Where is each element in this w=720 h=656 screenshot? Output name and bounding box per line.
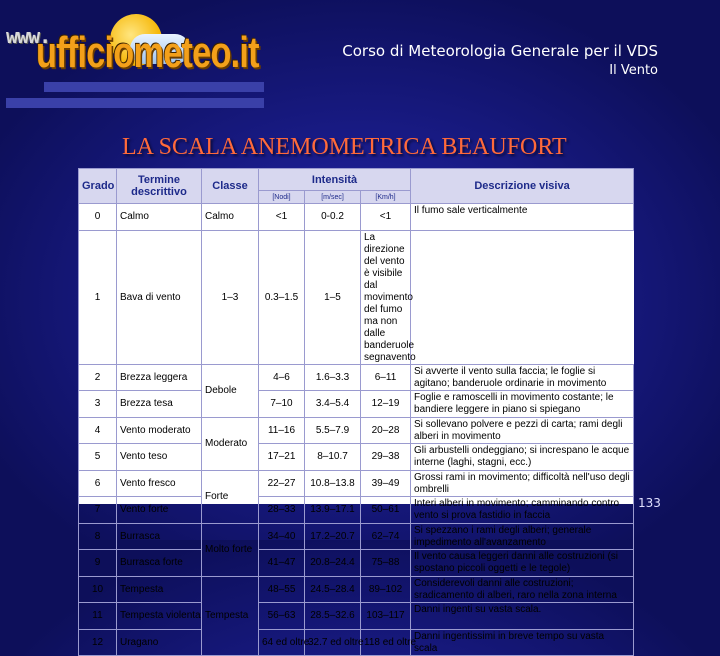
- cell-ms: 32.7 ed oltre: [305, 629, 361, 656]
- cell-kmh: 103–117: [361, 603, 411, 630]
- cell-grado: 10: [79, 576, 117, 603]
- cell-nodi: 56–63: [259, 603, 305, 630]
- cell-nodi: 11–16: [259, 417, 305, 444]
- header-unit-kmh: [Km/h]: [361, 191, 411, 204]
- cell-kmh: 12–19: [361, 391, 411, 418]
- cell-classe: Forte: [202, 470, 259, 523]
- cell-nodi: 64 ed oltre: [259, 629, 305, 656]
- cell-descrizione: Danni ingenti su vasta scala.: [411, 603, 634, 630]
- cell-termine: Burrasca forte: [117, 550, 202, 577]
- cell-nodi: 17–21: [259, 444, 305, 471]
- cell-ms: 20.8–24.4: [305, 550, 361, 577]
- cell-nodi: 41–47: [259, 550, 305, 577]
- cell-ms: 3.4–5.4: [305, 391, 361, 418]
- cell-descrizione: Il fumo sale verticalmente: [411, 204, 634, 231]
- cell-descrizione: Foglie e ramoscelli in movimento costante; le bandiere leggere in piano si spiegano: [411, 391, 634, 418]
- cell-termine: Uragano: [117, 629, 202, 656]
- cell-termine: Vento moderato: [117, 417, 202, 444]
- table-row: [79, 550, 634, 577]
- cell-descrizione: Si spezzano i rami degli alberi; generale impedimento all'avanzamento: [411, 523, 634, 550]
- cell-descrizione: Interi alberi in movimento; camminando contro vento si prova fastidio in faccia: [411, 497, 634, 524]
- table-row: [79, 364, 634, 391]
- cell-classe: Molto forte: [202, 523, 259, 576]
- cell-ms: 17.2–20.7: [305, 523, 361, 550]
- header-classe: Classe: [202, 169, 259, 204]
- logo-stripe: [44, 82, 264, 92]
- cell-classe: Calmo: [202, 204, 259, 231]
- cell-nodi: 22–27: [259, 470, 305, 497]
- table-row: [79, 576, 634, 603]
- cell-termine: Brezza tesa: [117, 391, 202, 418]
- cell-kmh: 118 ed oltre: [361, 629, 411, 656]
- cell-kmh: 6–11: [361, 364, 411, 391]
- page-number: 133: [638, 496, 661, 510]
- cell-ms: 1.6–3.3: [305, 364, 361, 391]
- cell-grado: 6: [79, 470, 117, 497]
- cell-ms: 0-0.2: [305, 204, 361, 231]
- cell-grado: 2: [79, 364, 117, 391]
- cell-classe: Tempesta: [202, 576, 259, 656]
- table-row: [79, 417, 634, 444]
- cell-descrizione: Si avverte il vento sulla faccia; le foglie si agitano; banderuole ordinarie in movimento: [411, 364, 634, 391]
- cell-classe: Moderato: [202, 417, 259, 470]
- beaufort-table: [78, 168, 634, 656]
- table-row: [79, 603, 634, 630]
- cell-ms: 24.5–28.4: [305, 576, 361, 603]
- cell-termine: Vento forte: [117, 497, 202, 524]
- cell-descrizione: Danni ingentissimi in breve tempo su vasta scala: [411, 629, 634, 656]
- cell-ms: 28.5–32.6: [305, 603, 361, 630]
- cell-descrizione: La direzione del vento è visibile dal movimento del fumo ma non dalle banderuole segnavento: [361, 230, 411, 364]
- cell-termine: Brezza leggera: [117, 364, 202, 391]
- cell-termine: Vento fresco: [117, 470, 202, 497]
- table-row: [79, 391, 634, 418]
- cell-termine: Burrasca: [117, 523, 202, 550]
- table-row: [79, 470, 634, 497]
- table-row: [79, 523, 634, 550]
- cell-ms: 0.3–1.5: [259, 230, 305, 364]
- header-descrizione: Descrizione visiva: [411, 169, 634, 204]
- cell-nodi: 34–40: [259, 523, 305, 550]
- cell-termine: Bava di vento: [117, 230, 202, 364]
- slide-heading: LA SCALA ANEMOMETRICA BEAUFORT: [122, 134, 567, 160]
- header-unit-ms: [m/sec]: [305, 191, 361, 204]
- cell-descrizione: Considerevoli danni alle costruzioni; sradicamento di alberi, raro nella zona interna: [411, 576, 634, 603]
- cell-nodi: 4–6: [259, 364, 305, 391]
- cell-grado: 9: [79, 550, 117, 577]
- cell-grado: 11: [79, 603, 117, 630]
- cell-kmh: 75–88: [361, 550, 411, 577]
- cell-kmh: 62–74: [361, 523, 411, 550]
- header-intensita: Intensità: [259, 169, 411, 191]
- cell-kmh: 89–102: [361, 576, 411, 603]
- cell-kmh: 20–28: [361, 417, 411, 444]
- cell-nodi: 1–3: [202, 230, 259, 364]
- cell-grado: 4: [79, 417, 117, 444]
- beaufort-table-container: [78, 168, 634, 654]
- table-row: [79, 444, 634, 471]
- table-row: [79, 204, 634, 231]
- table-row: [79, 497, 634, 524]
- header-grado: Grado: [79, 169, 117, 204]
- course-title: Corso di Meteorologia Generale per il VDS: [342, 42, 658, 60]
- cell-descrizione: Grossi rami in movimento; difficoltà nell'uso degli ombrelli: [411, 470, 634, 497]
- cell-grado: 1: [79, 230, 117, 364]
- cell-classe: Debole: [202, 364, 259, 417]
- logo-stripe: [6, 98, 264, 108]
- cell-descrizione: Gli arbustelli ondeggiano; si increspano le acque interne (laghi, stagni, ecc.): [411, 444, 634, 471]
- cell-grado: 3: [79, 391, 117, 418]
- header-unit-nodi: [Nodi]: [259, 191, 305, 204]
- slide-subtitle: Il Vento: [609, 63, 658, 78]
- cell-nodi: 28–33: [259, 497, 305, 524]
- cell-ms: 8–10.7: [305, 444, 361, 471]
- cell-nodi: 48–55: [259, 576, 305, 603]
- cell-grado: 8: [79, 523, 117, 550]
- table-row: [79, 629, 634, 656]
- site-logo: [6, 6, 266, 106]
- cell-grado: 12: [79, 629, 117, 656]
- cell-kmh: 29–38: [361, 444, 411, 471]
- cell-ms: 10.8–13.8: [305, 470, 361, 497]
- cell-descrizione: Il vento causa leggeri danni alle costruzioni (si spostano piccoli oggetti e le tegole): [411, 550, 634, 577]
- cell-kmh: <1: [361, 204, 411, 231]
- cell-termine: Tempesta: [117, 576, 202, 603]
- cell-ms: 13.9–17.1: [305, 497, 361, 524]
- cell-grado: 7: [79, 497, 117, 524]
- cell-descrizione: Si sollevano polvere e pezzi di carta; rami degli alberi in movimento: [411, 417, 634, 444]
- cell-termine: Calmo: [117, 204, 202, 231]
- cell-kmh: 1–5: [305, 230, 361, 364]
- cell-nodi: <1: [259, 204, 305, 231]
- cell-termine: Tempesta violenta: [117, 603, 202, 630]
- table-row: [79, 230, 634, 364]
- cell-grado: 0: [79, 204, 117, 231]
- header-termine: Termine descrittivo: [117, 169, 202, 204]
- cell-termine: Vento teso: [117, 444, 202, 471]
- cell-grado: 5: [79, 444, 117, 471]
- cell-ms: 5.5–7.9: [305, 417, 361, 444]
- logo-brand: ufficiometeo.it: [36, 28, 259, 77]
- cell-nodi: 7–10: [259, 391, 305, 418]
- logo-www: www.: [6, 24, 51, 48]
- cell-kmh: 50–61: [361, 497, 411, 524]
- cell-kmh: 39–49: [361, 470, 411, 497]
